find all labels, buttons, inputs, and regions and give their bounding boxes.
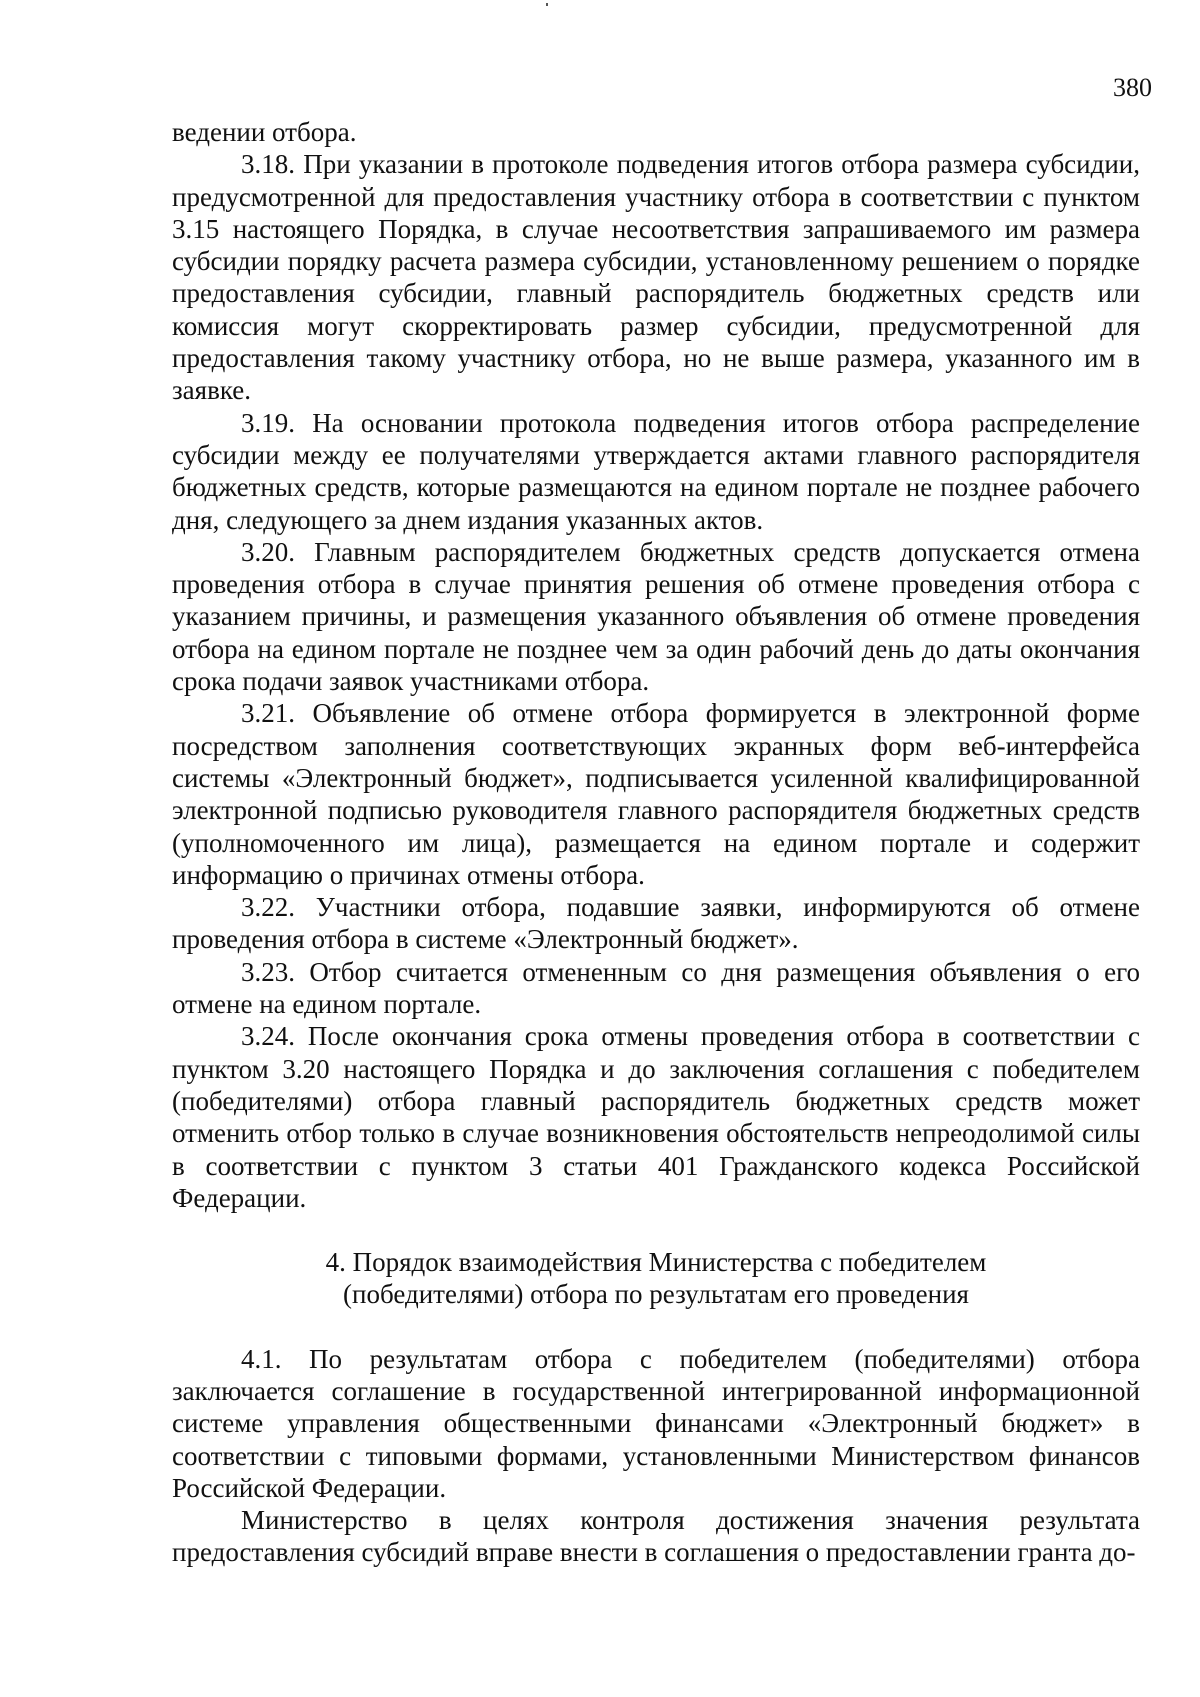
page-number: 380 bbox=[1113, 73, 1152, 102]
document-body bbox=[172, 116, 1140, 1569]
section-heading-line-2: (победителями) отбора по результатам его проведения bbox=[343, 1279, 969, 1310]
paragraph-3-24: 3.24. После окончания срока отмены проведения отбора в соответствии с пунктом 3.20 настоящего Порядка и до заключения соглашения с победителем (победителями) отбора главный распорядитель бюджетных средств может отменить отбор только в случае возникновения обстоятельств непреодолимой силы в соответствии с пунктом 3 статьи 401 Гражданского кодекса Российской Федерации. bbox=[172, 1021, 1140, 1213]
paragraph-3-20: 3.20. Главным распорядителем бюджетных средств допускается отмена проведения отбора в случае принятия решения об отмене проведения отбора с указанием причины, и размещения указанного объявления об отмене проведения отбора на едином портале не позднее чем за один рабочий день до даты окончания срока подачи заявок участниками отбора. bbox=[172, 536, 1140, 697]
paragraph-3-23: 3.23. Отбор считается отмененным со дня размещения объявления о его отмене на едином портале. bbox=[172, 956, 1140, 1020]
section-heading bbox=[172, 1246, 1140, 1311]
paragraph-ministry: Министерство в целях контроля достижения значения результата предоставления субсидий вправе внести в соглашения о предоставлении гранта до- bbox=[172, 1505, 1140, 1568]
continuation-line: ведении отбора. bbox=[172, 117, 357, 147]
paragraph-3-19: 3.19. На основании протокола подведения итогов отбора распределение субсидии между ее получателями утверждается актами главного распорядителя бюджетных средств, которые размещаются на едином портале не позднее рабочего дня, следующего за днем издания указанных актов. bbox=[172, 407, 1140, 535]
paragraph-3-22: 3.22. Участники отбора, подавшие заявки, информируются об отмене проведения отбора в системе «Электронный бюджет». bbox=[172, 892, 1140, 955]
paragraph-3-18: 3.18. При указании в протоколе подведения итогов отбора размера субсидии, предусмотренной для предоставления участнику отбора в соответствии с пунктом 3.15 настоящего Порядка, в случае несоответствия запрашиваемого им размера субсидии порядку расчета размера субсидии, установленному решением о порядке предоставления субсидии, главный распорядитель бюджетных средств или комиссия могут скорректировать размер субсидии, предусмотренной для предоставления такому участнику отбора, но не выше размера, указанного им в заявке. bbox=[172, 149, 1140, 406]
paragraph-4-1: 4.1. По результатам отбора с победителем (победителями) отбора заключается соглашение в государственной интегрированной информационной системе управления общественными финансами «Электронный бюджет» в соответствии с типовыми формами, установленными Министерством финансов Российской Федерации. bbox=[172, 1343, 1140, 1503]
scan-speck bbox=[546, 3, 548, 6]
section-heading-line-1: 4. Порядок взаимодействия Министерства с победителем bbox=[325, 1247, 987, 1278]
paragraph-3-21: 3.21. Объявление об отмене отбора формируется в электронной форме посредством заполнения соответствующих экранных форм веб-интерфейса системы «Электронный бюджет», подписывается усиленной квалифицированной электронной подписью руководителя главного распорядителя бюджетных средств (уполномоченного им лица), размещается на едином портале и содержит информацию о причинах отмены отбора. bbox=[172, 698, 1140, 890]
